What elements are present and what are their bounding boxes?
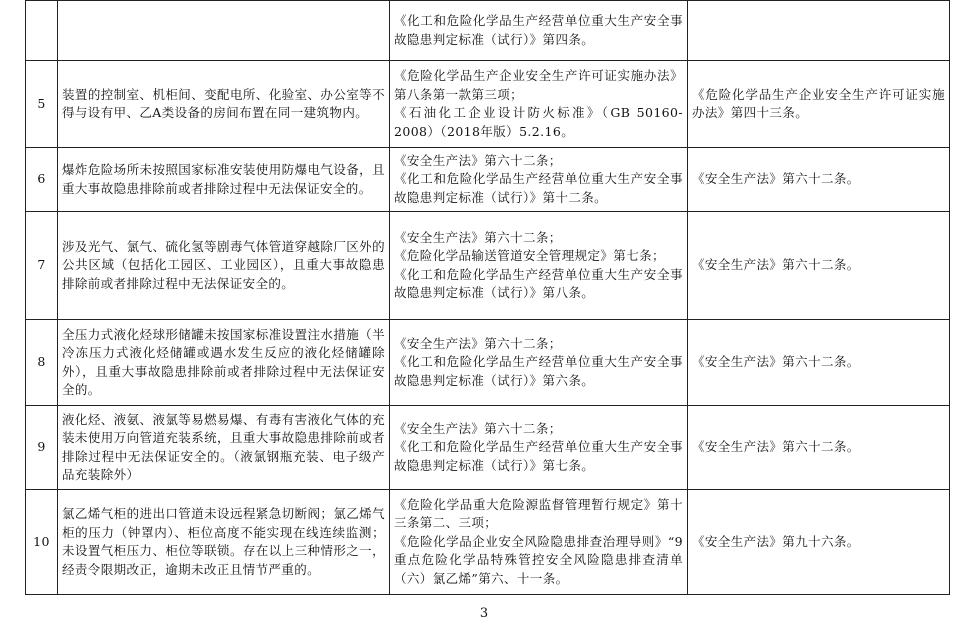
penalty-basis: 《安全生产法》第九十六条。 (688, 490, 950, 595)
row-number: 6 (26, 148, 58, 212)
basis-line: 《化工和危险化学品生产经营单位重大生产安全事故隐患判定标准（试行）》第六条。 (394, 354, 683, 388)
basis-line: 《化工和危险化学品生产经营单位重大生产安全事故隐患判定标准（试行）》第四条。 (394, 13, 683, 47)
table-row (26, 148, 950, 212)
hazard-description: 液化烃、液氨、液氯等易燃易爆、有毒有害液化气体的充装未使用万向管道充装系统，且重大事故隐患排除前或者排除过程中无法保证安全的。（液氯钢瓶充装、电子级产品充装除外） (58, 406, 390, 490)
table-row (26, 406, 950, 490)
table-row (26, 212, 950, 320)
hazard-description: 涉及光气、氯气、硫化氢等剧毒气体管道穿越除厂区外的公共区域（包括化工园区、工业园区），且重大事故隐患排除前或者排除过程中无法保证安全的。 (58, 212, 390, 320)
basis-line: 《石油化工企业设计防火标准》（GB 50160-2008）（2018年版）5.2.16。 (394, 105, 683, 139)
penalty-basis: 《危险化学品生产企业安全生产许可证实施办法》第四十三条。 (688, 61, 950, 148)
penalty-basis: 《安全生产法》第六十二条。 (688, 406, 950, 490)
basis-line: 《安全生产法》第六十二条； (394, 152, 562, 168)
row-number: 7 (26, 212, 58, 320)
row-number: 9 (26, 406, 58, 490)
basis-line: 《危险化学品生产企业安全生产许可证实施办法》第八条第一款第三项； (394, 68, 683, 102)
basis-line: 《安全生产法》第六十二条； (394, 420, 562, 436)
row-number: 8 (26, 320, 58, 406)
penalty-basis (688, 1, 950, 61)
row-number: 10 (26, 490, 58, 595)
hazard-description: 全压力式液化烃球形储罐未按国家标准设置注水措施（半冷冻压力式液化烃储罐或遇水发生反应的液化烃储罐除外），且重大事故隐患排除前或者排除过程中无法保证安全的。 (58, 320, 390, 406)
table-row (26, 1, 950, 61)
basis-line: 《危险化学品输送管道安全管理规定》第七条； (394, 248, 665, 263)
basis-line: 《安全生产法》第六十二条； (394, 229, 562, 245)
hazard-description: 装置的控制室、机柜间、变配电所、化验室、办公室等不得与设有甲、乙A类设备的房间布置在同一建筑物内。 (58, 61, 390, 148)
basis-line: 《危险化学品企业安全风险隐患排查治理导则》“9重点危险化学品特殊管控安全风险隐患排查清单（六）氯乙烯”第六、十一条。 (394, 533, 683, 586)
penalty-basis: 《安全生产法》第六十二条。 (688, 148, 950, 212)
row-number: 5 (26, 61, 58, 148)
hazard-description: 爆炸危险场所未按照国家标准安装使用防爆电气设备，且重大事故隐患排除前或者排除过程中无法保证安全的。 (58, 148, 390, 212)
legal-basis (390, 1, 688, 61)
basis-line: 《安全生产法》第六十二条； (394, 335, 562, 351)
table-row (26, 61, 950, 148)
legal-basis (390, 490, 688, 595)
basis-line: 《化工和危险化学品生产经营单位重大生产安全事故隐患判定标准（试行）》第八条。 (394, 266, 683, 300)
row-number (26, 1, 58, 61)
table-row (26, 320, 950, 406)
hazard-regulation-table (25, 0, 950, 595)
hazard-description: 氯乙烯气柜的进出口管道未设远程紧急切断阀；氯乙烯气柜的压力（钟罩内）、柜位高度不能实现在线连续监测；未设置气柜压力、柜位等联锁。存在以上三种情形之一，经责令限期改正，逾期未改正且情节严重的。 (58, 490, 390, 595)
legal-basis (390, 406, 688, 490)
hazard-description (58, 1, 390, 61)
legal-basis (390, 61, 688, 148)
basis-line: 《危险化学品重大危险源监督管理暂行规定》第十三条第二、三项； (394, 496, 683, 531)
legal-basis (390, 148, 688, 212)
penalty-basis: 《安全生产法》第六十二条。 (688, 320, 950, 406)
penalty-basis: 《安全生产法》第六十二条。 (688, 212, 950, 320)
basis-line: 《化工和危险化学品生产经营单位重大生产安全事故隐患判定标准（试行）》第十二条。 (394, 171, 683, 205)
table-row (26, 490, 950, 595)
basis-line: 《化工和危险化学品生产经营单位重大生产安全事故隐患判定标准（试行）》第七条。 (394, 439, 683, 473)
legal-basis (390, 212, 688, 320)
legal-basis (390, 320, 688, 406)
page-number: 3 (479, 606, 489, 621)
